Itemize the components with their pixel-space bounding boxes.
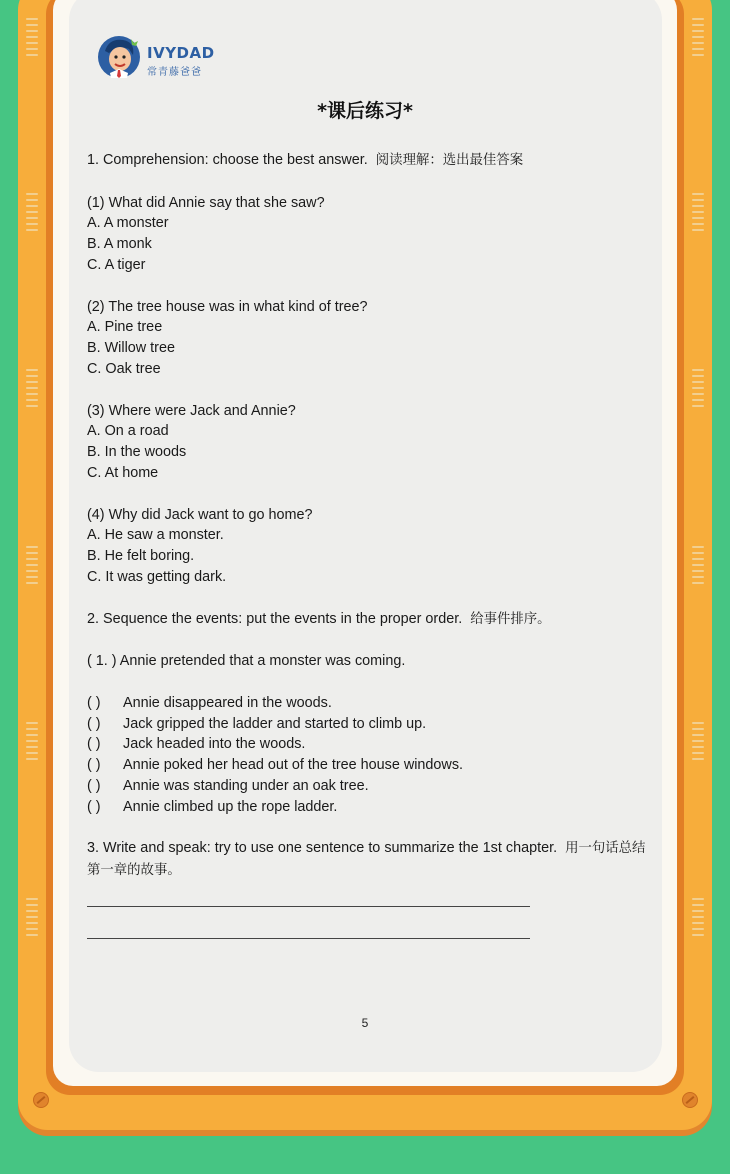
grip-left-1	[26, 18, 38, 60]
event-text: Jack headed into the woods.	[123, 736, 306, 753]
answer-blank[interactable]: ( )	[87, 694, 101, 711]
event-row-4	[87, 755, 649, 776]
question-2-stem: (2) The tree house was in what kind of tree?	[87, 298, 368, 315]
q2-example: ( 1. ) Annie pretended that a monster was coming.	[87, 653, 406, 670]
q2-instruction-en: 2. Sequence the events: put the events in the proper order.	[87, 610, 463, 627]
q2-instruction-cn: 给事件排序。	[470, 611, 551, 627]
grip-right-6	[692, 898, 704, 940]
question-3-option-a: A. On a road	[87, 423, 169, 440]
answer-blank[interactable]: ( )	[87, 757, 101, 774]
answer-line-2[interactable]	[87, 938, 530, 939]
answer-blank[interactable]: ( )	[87, 736, 101, 753]
q3-instruction-cn: 用一句话总结第一章的故事。	[87, 841, 646, 879]
answer-blank[interactable]: ( )	[87, 715, 101, 732]
event-text: Annie poked her head out of the tree house windows.	[123, 757, 464, 774]
question-2-option-b: B. Willow tree	[87, 340, 175, 357]
grip-right-3	[692, 369, 704, 411]
event-row-6	[87, 797, 649, 818]
question-1-option-a: A. A monster	[87, 215, 169, 232]
page-title: *课后练习*	[317, 100, 413, 122]
question-4-stem: (4) Why did Jack want to go home?	[87, 506, 313, 523]
answer-line-1[interactable]	[87, 906, 530, 907]
event-row-1	[87, 693, 649, 714]
event-row-3	[87, 734, 649, 755]
q2-instruction	[87, 609, 649, 631]
q1-instruction-en: 1. Comprehension: choose the best answer.	[87, 152, 368, 168]
grip-right-5	[692, 722, 704, 764]
grip-left-3	[26, 369, 38, 411]
question-4-option-b: B. He felt boring.	[87, 548, 195, 565]
question-1-stem: (1) What did Annie say that she saw?	[87, 194, 325, 211]
event-text: Annie climbed up the rope ladder.	[123, 798, 338, 815]
event-text: Annie was standing under an oak tree.	[123, 777, 369, 794]
question-3-option-b: B. In the woods	[87, 444, 187, 461]
page-number: 5	[361, 1016, 369, 1030]
event-text: Jack gripped the ladder and started to climb up.	[123, 715, 427, 732]
q3-instruction	[87, 838, 649, 882]
event-row-5	[87, 776, 649, 797]
screw-left-icon	[33, 1092, 49, 1108]
grip-left-2	[26, 193, 38, 235]
question-1-option-c: C. A tiger	[87, 256, 146, 273]
grip-right-1	[692, 18, 704, 60]
q1-instruction	[87, 150, 649, 172]
question-2-option-a: A. Pine tree	[87, 319, 163, 336]
grip-left-6	[26, 898, 38, 940]
screw-right-icon	[682, 1092, 698, 1108]
grip-right-4	[692, 546, 704, 588]
logo-text-cn: 常青藤爸爸	[147, 67, 202, 78]
grip-left-5	[26, 722, 38, 764]
event-text: Annie disappeared in the woods.	[123, 694, 332, 711]
question-4-option-a: A. He saw a monster.	[87, 527, 224, 544]
ivydad-logo	[97, 33, 215, 83]
question-2-option-c: C. Oak tree	[87, 360, 161, 377]
question-3-stem: (3) Where were Jack and Annie?	[87, 402, 296, 419]
answer-blank[interactable]: ( )	[87, 777, 101, 794]
event-row-2	[87, 714, 649, 735]
dad-face-icon	[97, 35, 141, 79]
q3-instruction-en: 3. Write and speak: try to use one sentence to summarize the 1st chapter.	[87, 840, 558, 857]
question-4-option-c: C. It was getting dark.	[87, 568, 227, 585]
logo-text-en: IVYDAD	[147, 44, 215, 62]
question-3-option-c: C. At home	[87, 464, 159, 481]
grip-left-4	[26, 546, 38, 588]
grip-right-2	[692, 193, 704, 235]
q1-instruction-cn: 阅读理解：选出最佳答案	[375, 153, 524, 168]
answer-blank[interactable]: ( )	[87, 798, 101, 815]
exercise-content	[87, 150, 649, 939]
question-1-option-b: B. A monk	[87, 236, 152, 253]
